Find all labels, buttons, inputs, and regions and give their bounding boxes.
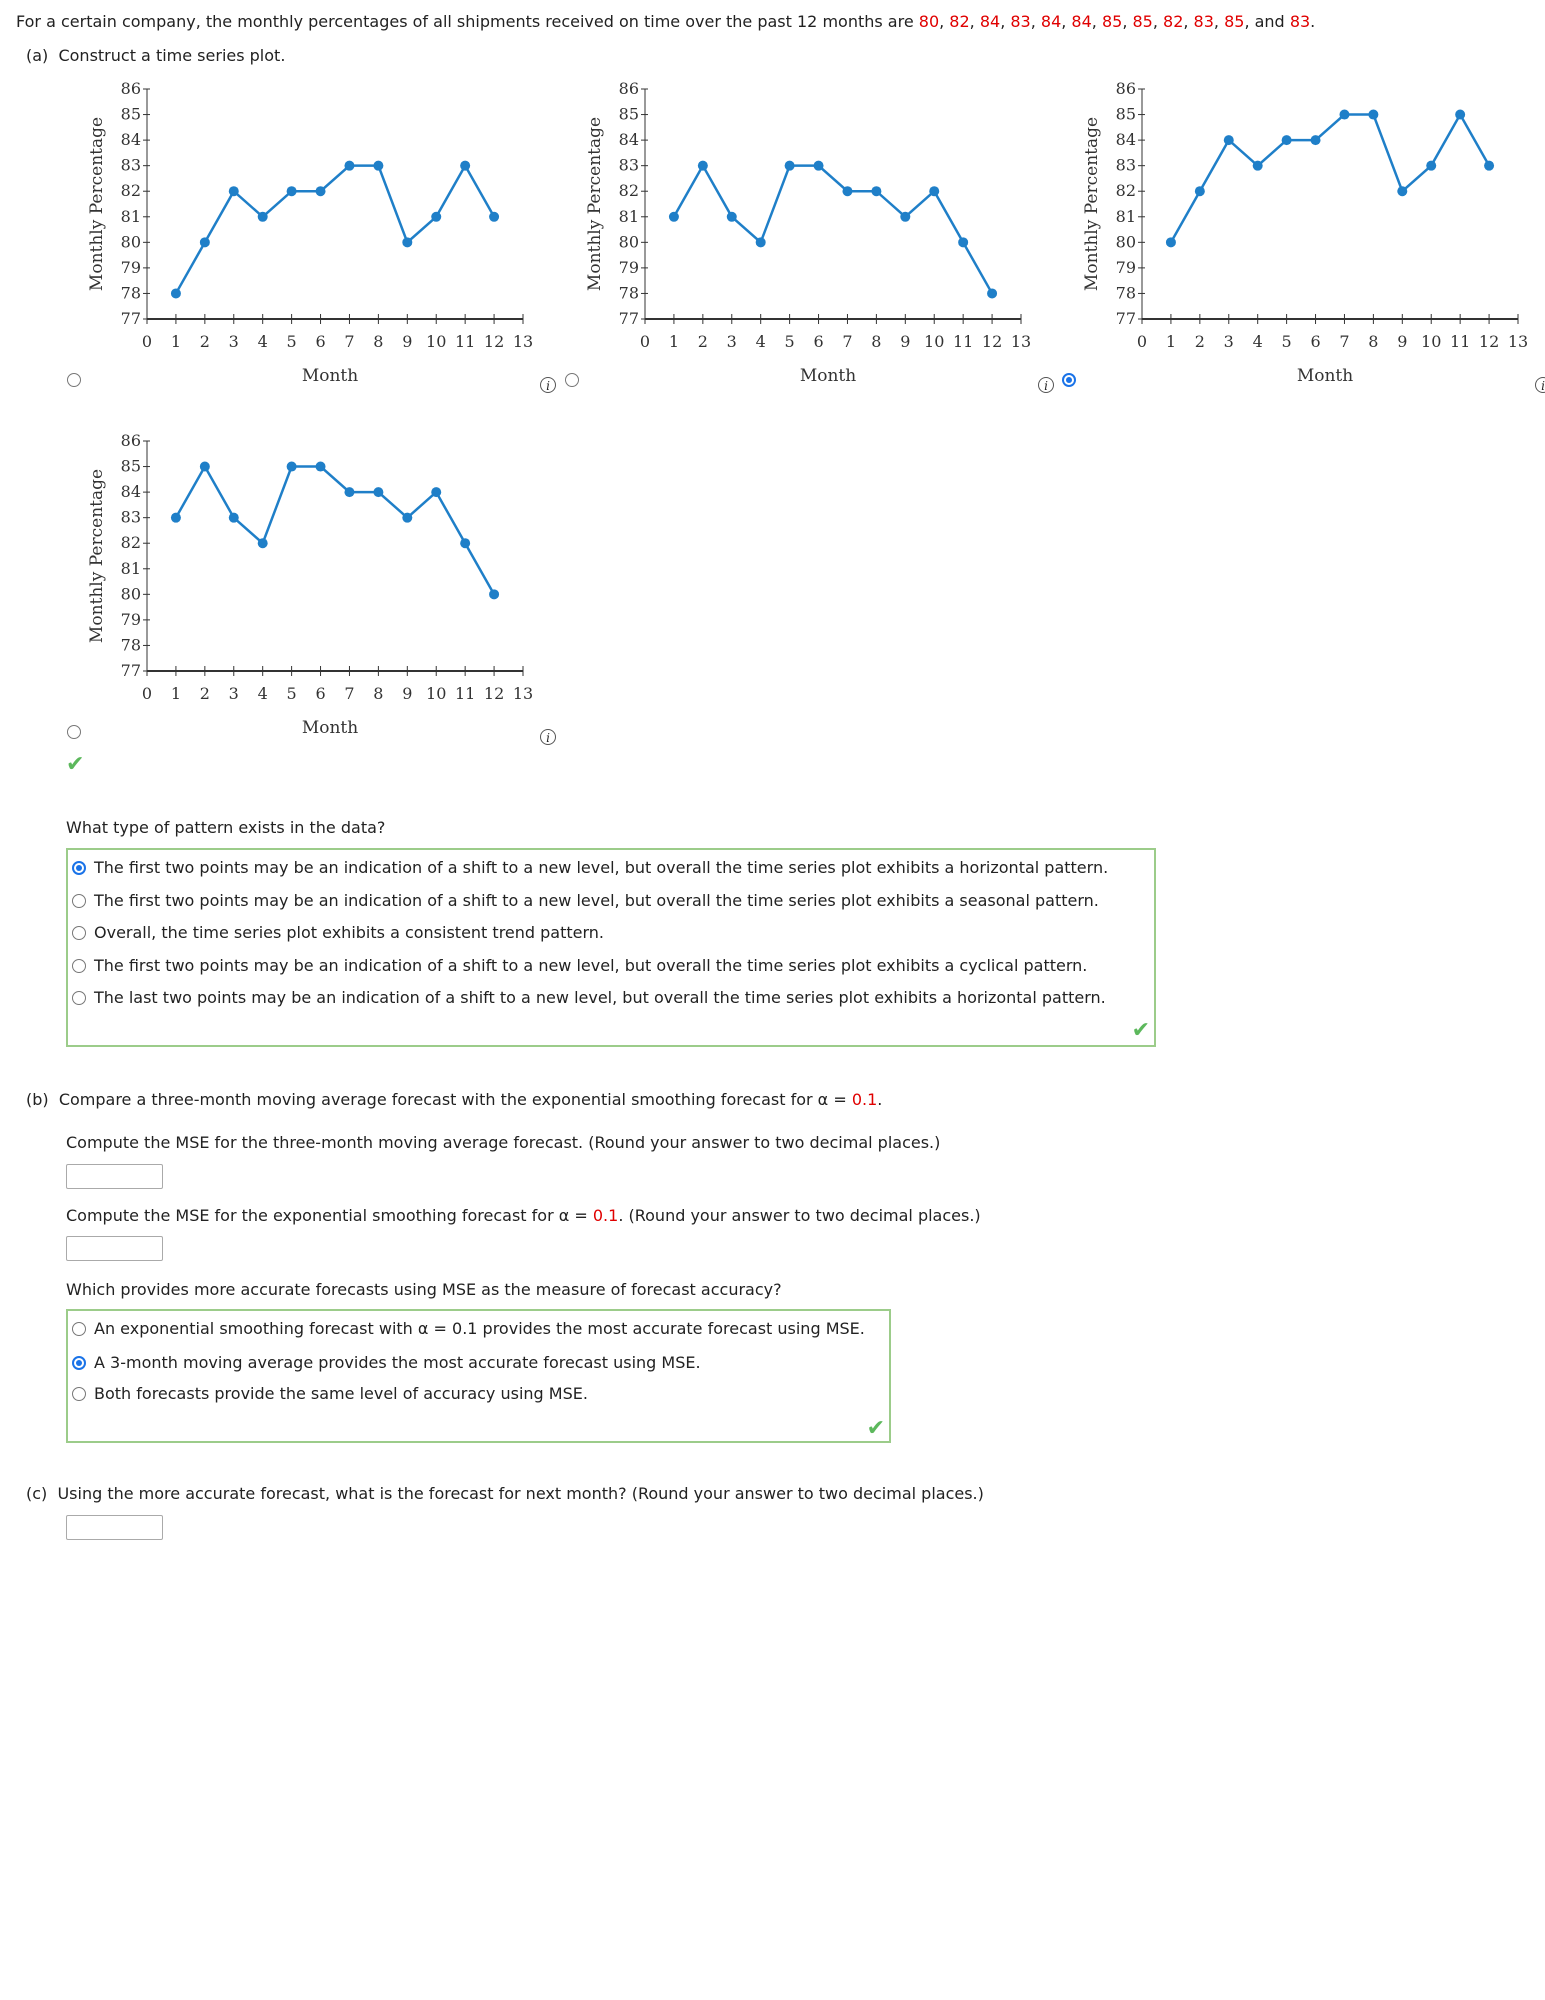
x-tick-label: 0 (141, 332, 153, 351)
x-axis-label: Month (301, 366, 359, 386)
y-tick-label: 78 (120, 283, 141, 303)
part-a-heading: (a) Construct a time series plot. (26, 46, 286, 65)
radio-button[interactable] (72, 991, 86, 1005)
x-tick-label: 5 (784, 332, 795, 351)
x-tick-label: 9 (1397, 332, 1408, 351)
y-tick-label: 83 (120, 155, 141, 175)
x-tick-label: 12 (483, 684, 505, 703)
y-tick-label: 78 (618, 283, 639, 303)
x-tick-label: 11 (952, 332, 974, 351)
data-point (229, 513, 239, 523)
y-tick-label: 83 (1115, 155, 1136, 175)
data-point (814, 161, 824, 171)
x-tick-label: 3 (228, 332, 239, 351)
radio-button[interactable] (72, 959, 86, 973)
y-tick-label: 79 (618, 257, 639, 277)
y-tick-label: 78 (1115, 283, 1136, 303)
y-tick-label: 80 (618, 232, 639, 252)
x-tick-label: 6 (1310, 332, 1321, 351)
pattern-option[interactable] (72, 956, 1087, 975)
x-tick-label: 13 (512, 684, 534, 703)
x-tick-label: 4 (257, 684, 268, 703)
check-icon: ✔ (1131, 1018, 1150, 1043)
x-tick-label: 9 (900, 332, 911, 351)
mse-ma-question: Compute the MSE for the three-month moving average forecast. (Round your answer to two decimal places.) (66, 1133, 941, 1152)
intro-value: 85 (1101, 12, 1123, 31)
x-tick-label: 8 (373, 684, 384, 703)
y-tick-label: 79 (120, 609, 141, 629)
x-tick-label: 8 (1368, 332, 1379, 351)
data-point (171, 288, 181, 298)
data-point (871, 186, 881, 196)
option-label: Both forecasts provide the same level of accuracy using MSE. (94, 1384, 588, 1403)
option-label: The first two points may be an indication of a shift to a new level, but overall the time series plot exhibits a seasonal pattern. (94, 891, 1099, 910)
intro-value: 83 (1289, 12, 1311, 31)
x-tick-label: 4 (755, 332, 766, 351)
option-label: A 3-month moving average provides the most accurate forecast using MSE. (94, 1353, 701, 1372)
data-point (929, 186, 939, 196)
x-tick-label: 13 (1010, 332, 1032, 351)
y-tick-label: 78 (120, 635, 141, 655)
option-label: The first two points may be an indication of a shift to a new level, but overall the time series plot exhibits a cyclical pattern. (94, 956, 1088, 975)
info-icon[interactable]: i (540, 377, 556, 393)
y-tick-label: 82 (618, 181, 639, 201)
chart-svg (0, 352, 560, 752)
intro-value: 80 (918, 12, 940, 31)
y-tick-label: 82 (1115, 181, 1136, 201)
x-tick-label: 3 (726, 332, 737, 351)
x-tick-label: 12 (1478, 332, 1500, 351)
y-tick-label: 77 (618, 309, 639, 328)
data-point (200, 237, 210, 247)
y-tick-label: 84 (120, 482, 141, 502)
info-icon[interactable]: i (1535, 377, 1545, 393)
data-point (431, 212, 441, 222)
data-point (1311, 135, 1321, 145)
data-point (402, 513, 412, 523)
intro-value: 83 (1193, 12, 1214, 31)
check-icon: ✔ (66, 752, 85, 777)
accuracy-option[interactable] (72, 1353, 701, 1372)
x-tick-label: 7 (842, 332, 853, 351)
y-tick-label: 82 (120, 181, 141, 201)
time-series-chart-option-1 (0, 0, 534, 386)
y-axis-label: Monthly Percentage (585, 116, 605, 292)
x-tick-label: 5 (1281, 332, 1292, 351)
data-point (287, 186, 297, 196)
mse-exponential-smoothing-input[interactable] (66, 1236, 163, 1261)
part-b-heading: (b) Compare a three-month moving average forecast with the exponential smoothing forecast for α = 0.1. (26, 1090, 883, 1109)
y-tick-label: 79 (1115, 257, 1136, 277)
intro-value: 84 (1040, 12, 1062, 31)
info-icon[interactable]: i (1038, 377, 1054, 393)
y-tick-label: 84 (1115, 130, 1136, 150)
y-tick-label: 86 (618, 79, 639, 98)
intro-value: 85 (1132, 12, 1153, 31)
chart-svg (498, 0, 1058, 400)
x-axis-label: Month (301, 718, 359, 738)
data-point (1426, 161, 1436, 171)
data-point (1195, 186, 1205, 196)
y-tick-label: 86 (120, 431, 141, 450)
y-tick-label: 81 (618, 206, 639, 226)
data-point (460, 538, 470, 548)
pattern-options-box (66, 848, 1156, 1047)
intro-value: 84 (979, 12, 1001, 31)
data-point (373, 161, 383, 171)
data-point (258, 538, 268, 548)
x-tick-label: 5 (286, 684, 297, 703)
data-point (460, 161, 470, 171)
x-tick-label: 2 (1194, 332, 1205, 351)
pattern-option[interactable] (72, 988, 1106, 1007)
x-tick-label: 0 (141, 684, 153, 703)
time-series-chart-option-2 (498, 0, 1032, 386)
data-point (229, 186, 239, 196)
data-point (669, 212, 679, 222)
x-tick-label: 10 (924, 332, 945, 351)
x-axis-label: Month (799, 366, 857, 386)
intro-value: 84 (1071, 12, 1092, 31)
y-tick-label: 84 (120, 130, 141, 150)
data-point (1339, 110, 1349, 120)
intro-value: 82 (1163, 12, 1184, 31)
mse-moving-average-input[interactable] (66, 1164, 163, 1189)
y-tick-label: 86 (120, 79, 141, 98)
data-point (431, 487, 441, 497)
intro-value: 82 (949, 12, 970, 31)
data-point (727, 212, 737, 222)
data-point (785, 161, 795, 171)
y-tick-label: 83 (618, 155, 639, 175)
x-tick-label: 12 (981, 332, 1003, 351)
radio-button[interactable] (72, 1387, 86, 1401)
y-tick-label: 83 (120, 507, 141, 527)
chart-svg (995, 0, 1545, 400)
option-label: The first two points may be an indication of a shift to a new level, but overall the time series plot exhibits a horizontal pattern. (94, 858, 1109, 877)
x-tick-label: 1 (1165, 332, 1177, 351)
y-tick-label: 84 (618, 130, 639, 150)
data-point (344, 487, 354, 497)
y-axis-label: Monthly Percentage (87, 116, 107, 292)
x-tick-label: 3 (228, 684, 239, 703)
x-tick-label: 5 (286, 332, 297, 351)
x-tick-label: 0 (639, 332, 651, 351)
forecast-next-month-input[interactable] (66, 1515, 163, 1540)
data-point (1455, 110, 1465, 120)
chart-option-radio[interactable] (565, 373, 579, 387)
data-point (287, 462, 297, 472)
x-tick-label: 8 (871, 332, 882, 351)
series-line (1171, 115, 1489, 243)
x-tick-label: 0 (1136, 332, 1148, 351)
x-tick-label: 13 (1507, 332, 1529, 351)
y-tick-label: 80 (120, 584, 141, 604)
y-tick-label: 85 (618, 104, 639, 124)
data-point (1397, 186, 1407, 196)
data-point (200, 462, 210, 472)
accuracy-option[interactable] (72, 1384, 588, 1403)
y-axis-label: Monthly Percentage (1082, 116, 1102, 292)
y-tick-label: 80 (1115, 232, 1136, 252)
time-series-chart-option-3 (995, 0, 1529, 386)
data-point (958, 237, 968, 247)
x-tick-label: 10 (1421, 332, 1442, 351)
accuracy-options-box (66, 1309, 891, 1443)
data-point (1368, 110, 1378, 120)
accuracy-option[interactable] (72, 1319, 865, 1338)
x-tick-label: 11 (454, 684, 476, 703)
series-line (674, 166, 992, 294)
data-point (316, 462, 326, 472)
x-tick-label: 7 (344, 332, 355, 351)
x-tick-label: 9 (402, 684, 413, 703)
radio-button[interactable] (72, 1356, 86, 1370)
x-tick-label: 7 (1339, 332, 1350, 351)
y-tick-label: 77 (120, 661, 141, 680)
x-tick-label: 6 (315, 332, 326, 351)
intro-value: 83 (1010, 12, 1031, 31)
data-point (1253, 161, 1263, 171)
data-point (258, 212, 268, 222)
x-tick-label: 10 (426, 332, 447, 351)
radio-button[interactable] (72, 861, 86, 875)
x-tick-label: 4 (257, 332, 268, 351)
data-point (900, 212, 910, 222)
x-tick-label: 4 (1252, 332, 1263, 351)
data-point (171, 513, 181, 523)
data-point (1484, 161, 1494, 171)
y-tick-label: 86 (1115, 79, 1136, 98)
x-tick-label: 8 (373, 332, 384, 351)
x-tick-label: 10 (426, 684, 447, 703)
radio-button[interactable] (72, 1322, 86, 1336)
y-tick-label: 82 (120, 533, 141, 553)
chart-svg (0, 0, 560, 400)
option-label: The last two points may be an indication of a shift to a new level, but overall the time series plot exhibits a horizontal pattern. (94, 988, 1106, 1007)
chart-option-radio[interactable] (67, 725, 81, 739)
pattern-option[interactable] (72, 891, 1099, 910)
y-tick-label: 77 (1115, 309, 1136, 328)
x-tick-label: 11 (1449, 332, 1471, 351)
option-label: Overall, the time series plot exhibits a consistent trend pattern. (94, 923, 605, 942)
part-c-heading: (c) Using the more accurate forecast, what is the forecast for next month? (Round your answer to two decimal places.) (26, 1484, 984, 1503)
data-point (842, 186, 852, 196)
data-point (698, 161, 708, 171)
y-tick-label: 80 (120, 232, 141, 252)
radio-button[interactable] (72, 926, 86, 940)
y-tick-label: 81 (120, 206, 141, 226)
x-tick-label: 7 (344, 684, 355, 703)
intro-value: 85 (1224, 12, 1245, 31)
data-point (402, 237, 412, 247)
option-label: An exponential smoothing forecast with α = 0.1 provides the most accurate forecast using MSE. (94, 1319, 865, 1338)
y-tick-label: 81 (1115, 206, 1136, 226)
x-tick-label: 2 (697, 332, 708, 351)
chart-option-radio[interactable] (1062, 373, 1076, 387)
pattern-option[interactable] (72, 923, 604, 942)
data-point (1224, 135, 1234, 145)
intro-text: For a certain company, the monthly percentages of all shipments received on time over the past 12 months are 80, 82, 84, 83, 84, 84, 85, 85, 82, 83, 85, and 83. (16, 12, 1316, 31)
x-tick-label: 11 (454, 332, 476, 351)
data-point (756, 237, 766, 247)
x-axis-label: Month (1296, 366, 1354, 386)
check-icon: ✔ (866, 1416, 885, 1441)
radio-button[interactable] (72, 894, 86, 908)
info-icon[interactable]: i (540, 729, 556, 745)
x-tick-label: 1 (668, 332, 680, 351)
x-tick-label: 2 (199, 332, 210, 351)
x-tick-label: 6 (315, 684, 326, 703)
series-line (176, 166, 494, 294)
y-tick-label: 85 (120, 456, 141, 476)
data-point (344, 161, 354, 171)
accuracy-question: Which provides more accurate forecasts using MSE as the measure of forecast accuracy? (66, 1280, 782, 1299)
data-point (1166, 237, 1176, 247)
series-line (176, 467, 494, 595)
x-tick-label: 3 (1223, 332, 1234, 351)
x-tick-label: 2 (199, 684, 210, 703)
x-tick-label: 1 (170, 684, 182, 703)
x-tick-label: 12 (483, 332, 505, 351)
y-tick-label: 85 (120, 104, 141, 124)
y-axis-label: Monthly Percentage (87, 468, 107, 644)
pattern-question: What type of pattern exists in the data? (66, 818, 386, 837)
data-point (373, 487, 383, 497)
x-tick-label: 13 (512, 332, 534, 351)
data-point (316, 186, 326, 196)
x-tick-label: 6 (813, 332, 824, 351)
data-point (489, 589, 499, 599)
time-series-chart-option-4 (0, 352, 534, 738)
y-tick-label: 81 (120, 558, 141, 578)
y-tick-label: 77 (120, 309, 141, 328)
mse-es-question: Compute the MSE for the exponential smoothing forecast for α = 0.1. (Round your answer to two decimal places.) (66, 1206, 981, 1225)
data-point (1282, 135, 1292, 145)
y-tick-label: 79 (120, 257, 141, 277)
y-tick-label: 85 (1115, 104, 1136, 124)
x-tick-label: 9 (402, 332, 413, 351)
x-tick-label: 1 (170, 332, 182, 351)
pattern-option[interactable] (72, 858, 1108, 877)
